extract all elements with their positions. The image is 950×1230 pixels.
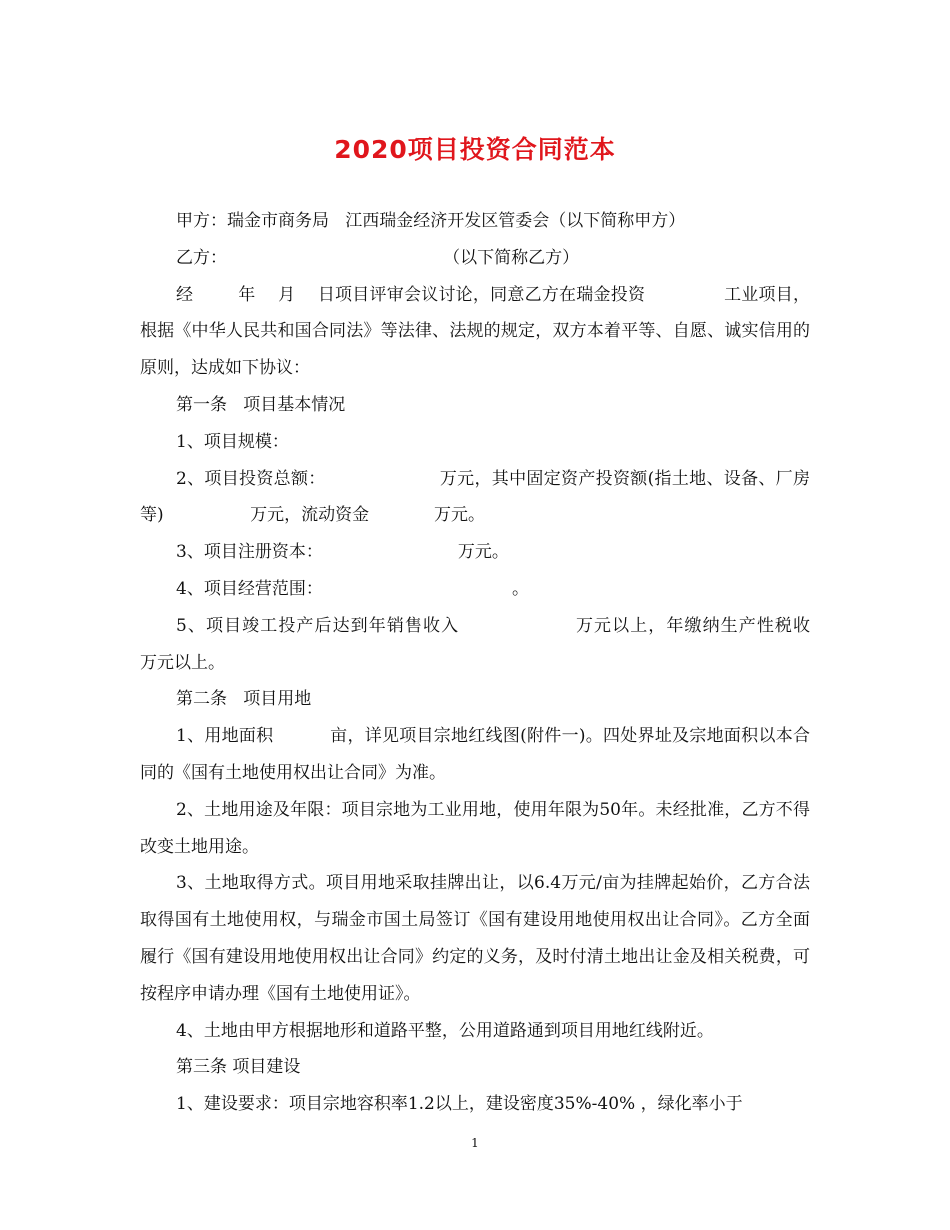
article-1-item-3: 3、项目注册资本： 万元。 <box>176 542 509 563</box>
article-3-heading: 第三条 项目建设 <box>176 1057 301 1078</box>
article-1-item-1: 1、项目规模： <box>176 431 289 452</box>
document-body <box>140 203 908 1123</box>
article-1-heading: 第一条 项目基本情况 <box>176 394 346 415</box>
article-3-item-1: 1、建设要求：项目宗地容积率1.2以上，建设密度35%-40% ，绿化率小于 <box>176 1094 743 1115</box>
preamble-paragraph: 经 年 月 日项目评审会议讨论，同意乙方在瑞金投资 工业项目，根据《中华人民共和国合同法》等法律、法规的规定，双方本着平等、自愿、诚实信用的原则，达成如下协议： <box>140 284 810 379</box>
document-title: 2020项目投资合同范本 <box>334 135 616 164</box>
article-2-item-1: 1、用地面积 亩，详见项目宗地红线图(附件一)。四处界址及宗地面积以本合同的《国有土地使用权出让合同》为准。 <box>140 726 810 783</box>
article-2-item-2: 2、土地用途及年限：项目宗地为工业用地，使用年限为50年。未经批准，乙方不得改变土地用途。 <box>140 799 810 857</box>
party-b-line: 乙方： （以下简称乙方） <box>176 247 580 268</box>
article-1-item-2: 2、项目投资总额： 万元，其中固定资产投资额(指土地、设备、厂房等) 万元，流动资金 万元。 <box>140 468 810 526</box>
article-1-item-5: 5、项目竣工投产后达到年销售收入 万元以上，年缴纳生产性税收 万元以上。 <box>140 615 908 673</box>
page-number: 1 <box>471 1136 479 1150</box>
article-2-heading: 第二条 项目用地 <box>176 689 312 710</box>
party-a-line: 甲方：瑞金市商务局 江西瑞金经济开发区管委会（以下简称甲方） <box>176 211 686 231</box>
article-2-item-3: 3、土地取得方式。项目用地采取挂牌出让，以6.4万元/亩为挂牌起始价，乙方合法取得国有土地使用权，与瑞金市国土局签订《国有建设用地使用权出让合同》。乙方全面履行《国有建设用地使用权出让合同》约定的义务，及时付清土地出让金及相关税费，可按程序申请办理《国有土地使用证》。 <box>140 873 810 1004</box>
article-2-item-4: 4、土地由甲方根据地形和道路平整，公用道路通到项目用地红线附近。 <box>176 1020 714 1041</box>
article-1-item-4: 4、项目经营范围： 。 <box>176 578 529 599</box>
